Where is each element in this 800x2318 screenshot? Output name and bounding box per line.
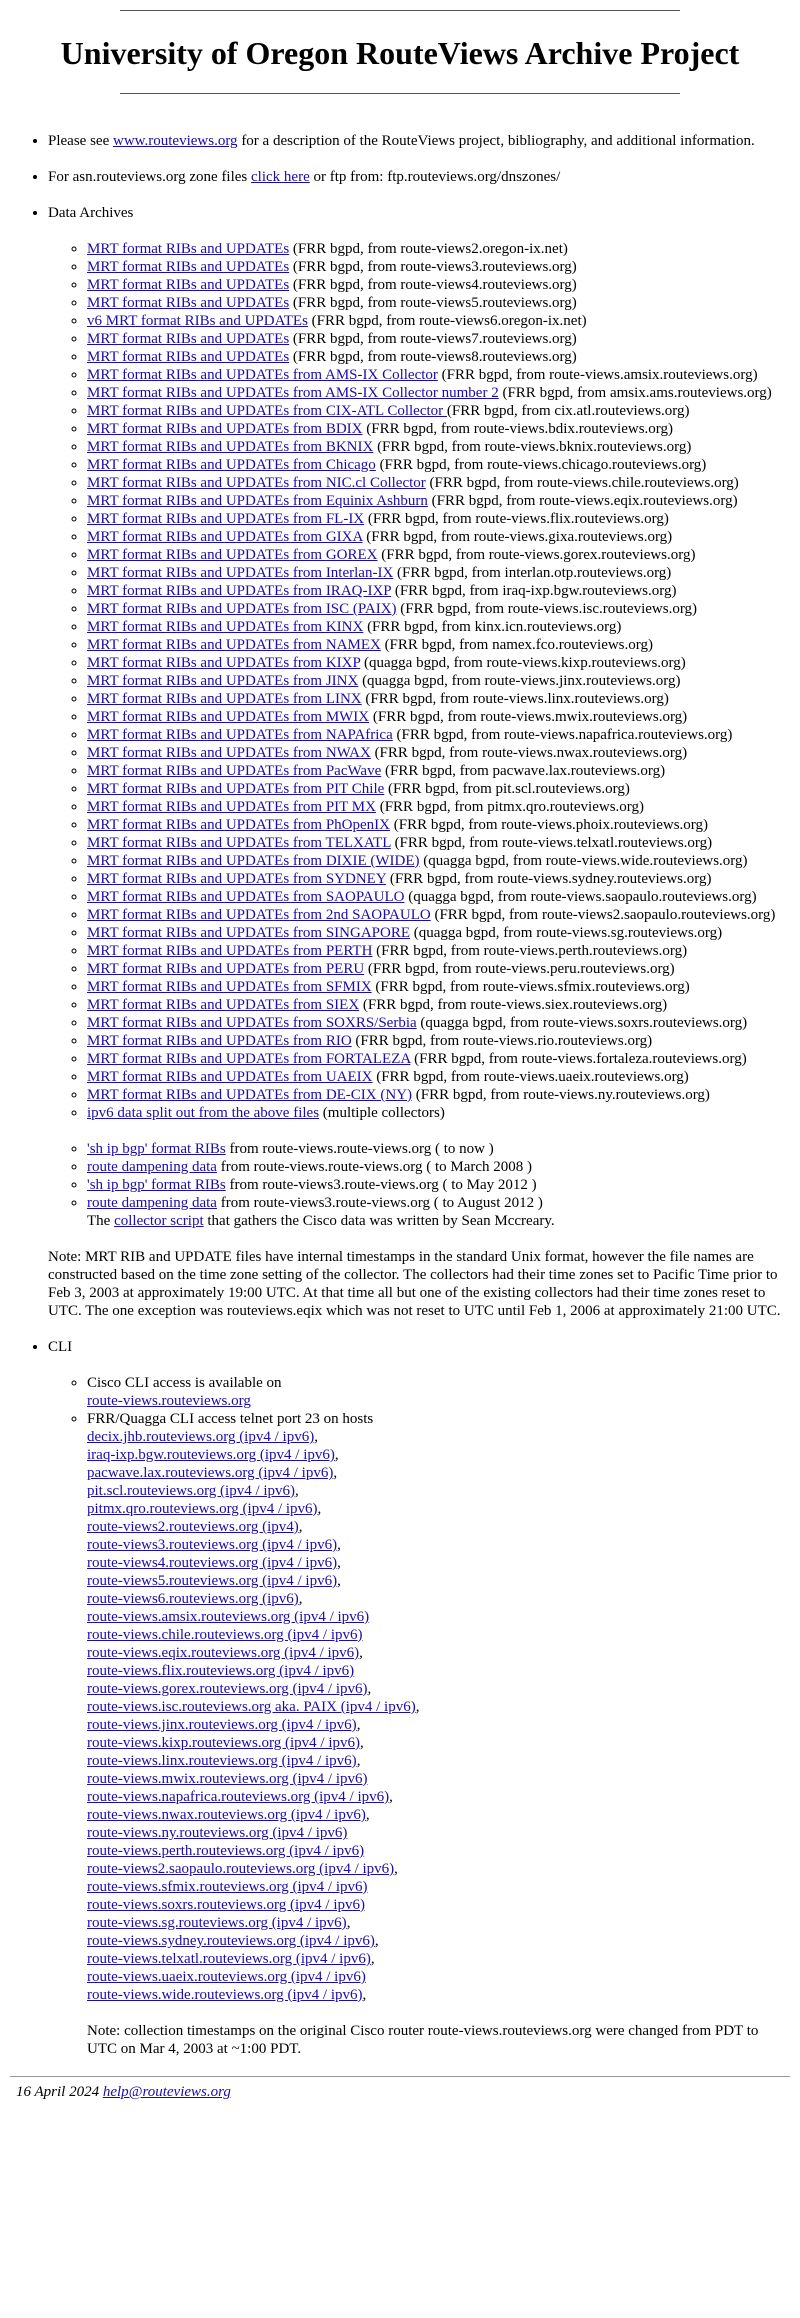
archive-item-link[interactable]: MRT format RIBs and UPDATEs from LINX <box>87 691 362 707</box>
cli-host-link[interactable]: route-views.perth.routeviews.org (ipv4 / ipv6) <box>87 1843 365 1859</box>
cli-host <box>87 1824 790 1842</box>
archive-item-desc: (quagga bgpd, from route-views.saopaulo.routeviews.org) <box>404 889 757 905</box>
cli-host <box>87 1752 790 1770</box>
archive-item <box>87 996 790 1014</box>
archive-item-link[interactable]: MRT format RIBs and UPDATEs from Chicago <box>87 457 376 473</box>
cli-host <box>87 1428 790 1446</box>
data-archives-heading: Data Archives <box>48 205 134 221</box>
page <box>0 10 800 2101</box>
archive-item <box>87 780 790 798</box>
archive-item-desc: (FRR bgpd, from pitmx.qro.routeviews.org) <box>375 799 645 815</box>
cli-host-sep: , <box>356 1717 361 1733</box>
intro-item-see <box>48 132 790 150</box>
archive-item-link[interactable]: MRT format RIBs and UPDATEs from BDIX <box>87 421 363 437</box>
cli-host-link[interactable]: route-views.isc.routeviews.org aka. PAIX (ipv4 / ipv6) <box>87 1699 416 1715</box>
cli-host-link[interactable]: iraq-ixp.bgw.routeviews.org (ipv4 / ipv6) <box>87 1447 335 1463</box>
archive-item-desc: (FRR bgpd, from route-views.isc.routeviews.org) <box>396 601 698 617</box>
archive-item-link[interactable]: MRT format RIBs and UPDATEs from SYDNEY <box>87 871 387 887</box>
intro-see-suffix: for a description of the RouteViews project, bibliography, and additional information. <box>237 133 755 149</box>
cisco-cli-host-link[interactable]: route-views.routeviews.org <box>87 1393 251 1409</box>
frr-cli-item <box>87 1410 790 2004</box>
archive-item <box>87 600 790 618</box>
archive-item-link[interactable]: MRT format RIBs and UPDATEs from UAEIX <box>87 1069 373 1085</box>
archive-item-link[interactable]: MRT format RIBs and UPDATEs from JINX <box>87 673 359 689</box>
cli-host <box>87 1554 790 1572</box>
archive-item-desc: (FRR bgpd, from route-views.nwax.routeviews.org) <box>370 745 688 761</box>
archive-item-desc: (quagga bgpd, from route-views.wide.routeviews.org) <box>419 853 748 869</box>
cli-host <box>87 1788 790 1806</box>
archives-list <box>48 240 790 1122</box>
archive-item-desc: (FRR bgpd, from route-views.chicago.routeviews.org) <box>375 457 707 473</box>
archive-item-desc: (FRR bgpd, from route-views.uaeix.routeviews.org) <box>372 1069 689 1085</box>
collector-script-link[interactable]: collector script <box>114 1213 204 1229</box>
intro-see-prefix: Please see <box>48 133 113 149</box>
cli-heading: CLI <box>48 1339 73 1355</box>
archive-item-desc: (FRR bgpd, from route-views8.routeviews.org) <box>289 349 577 365</box>
archive-item-desc: (FRR bgpd, from route-views7.routeviews.org) <box>289 331 577 347</box>
cli-host <box>87 1698 790 1716</box>
legacy-item-desc: from route-views.route-views.org ( to March 2008 ) <box>216 1159 533 1175</box>
legacy-list <box>48 1140 790 1212</box>
zone-files-link[interactable]: click here <box>251 169 310 185</box>
cli-host <box>87 1536 790 1554</box>
archive-item-desc: (FRR bgpd, from route-views.ny.routeviews.org) <box>412 1087 710 1103</box>
archive-item-desc: (multiple collectors) <box>319 1105 445 1121</box>
cli-host-link[interactable]: route-views5.routeviews.org (ipv4 / ipv6) <box>87 1573 338 1589</box>
footer-date: 16 April 2024 <box>16 2084 103 2100</box>
archive-item-link[interactable]: MRT format RIBs and UPDATEs from RIO <box>87 1033 352 1049</box>
cli-host-link[interactable]: route-views2.routeviews.org (ipv4) <box>87 1519 299 1535</box>
cli-host-sep: , <box>394 1861 398 1877</box>
archive-item-desc: (FRR bgpd, from route-views.flix.routeviews.org) <box>364 511 669 527</box>
cli-host-link[interactable]: pit.scl.routeviews.org (ipv4 / ipv6) <box>87 1483 296 1499</box>
archive-item-link[interactable]: MRT format RIBs and UPDATEs from MWIX <box>87 709 370 725</box>
cli-host-sep: , <box>337 1555 341 1571</box>
archive-item <box>87 852 790 870</box>
archive-item <box>87 1104 790 1122</box>
cli-host <box>87 1590 790 1608</box>
cli-host <box>87 1500 790 1518</box>
cli-host <box>87 1662 790 1680</box>
archive-item-link[interactable]: MRT format RIBs and UPDATEs from Equinix Ashburn <box>87 493 428 509</box>
archive-item-link[interactable]: MRT format RIBs and UPDATEs from SIEX <box>87 997 360 1013</box>
archive-item-desc: (FRR bgpd, from route-views.chile.routeviews.org) <box>425 475 739 491</box>
cli-host <box>87 1482 790 1500</box>
archive-item <box>87 546 790 564</box>
timestamp-note: Note: MRT RIB and UPDATE files have internal timestamps in the standard Unix format, however the file names are constructed based on the time zone setting of the collector. The collectors had their time zones set to Pacific Time prior to Feb 3, 2003 at approximately 19:00 UTC. At that time all but one of the existing collectors had their time zones reset to UTC. The one exception was routeviews.eqix which was not reset to UTC until Feb 1, 2006 at approximately 21:00 UTC. <box>48 1249 781 1319</box>
archive-item <box>87 294 790 312</box>
archive-item-desc: (FRR bgpd, from route-views.phoix.routeviews.org) <box>389 817 709 833</box>
cli-host-link[interactable]: route-views.sfmix.routeviews.org (ipv4 / ipv6) <box>87 1879 368 1895</box>
archive-item-desc: (FRR bgpd, from route-views.perth.routeviews.org) <box>372 943 688 959</box>
cli-host-link[interactable]: route-views.amsix.routeviews.org (ipv4 / ipv6) <box>87 1609 370 1625</box>
cli-host-link[interactable]: route-views.kixp.routeviews.org (ipv4 / ipv6) <box>87 1735 361 1751</box>
data-archives-section <box>48 204 790 1320</box>
archive-item-link[interactable]: MRT format RIBs and UPDATEs from PIT Chile <box>87 781 385 797</box>
footer-divider <box>10 2076 790 2077</box>
cli-host-link[interactable]: route-views.napafrica.routeviews.org (ipv4 / ipv6) <box>87 1789 390 1805</box>
cli-host-link[interactable]: route-views2.saopaulo.routeviews.org (ipv4 / ipv6) <box>87 1861 395 1877</box>
archive-item-link[interactable]: MRT format RIBs and UPDATEs from NWAX <box>87 745 371 761</box>
archive-item-link[interactable]: MRT format RIBs and UPDATEs from TELXATL <box>87 835 391 851</box>
archive-item-link[interactable]: MRT format RIBs and UPDATEs from ISC (PAIX) <box>87 601 397 617</box>
legacy-item-desc: from route-views.route-views.org ( to now ) <box>225 1141 494 1157</box>
archive-item-link[interactable]: MRT format RIBs and UPDATEs from SOXRS/Serbia <box>87 1015 417 1031</box>
archive-item <box>87 438 790 456</box>
archive-item <box>87 564 790 582</box>
archive-item-desc: (FRR bgpd, from pit.scl.routeviews.org) <box>384 781 630 797</box>
archive-item-link[interactable]: MRT format RIBs and UPDATEs from SINGAPORE <box>87 925 410 941</box>
archive-item-desc: (FRR bgpd, from route-views.rio.routeviews.org) <box>351 1033 653 1049</box>
archive-item-desc: (FRR bgpd, from route-views.gorex.routeviews.org) <box>377 547 696 563</box>
cli-host <box>87 1572 790 1590</box>
cli-host-link[interactable]: route-views.mwix.routeviews.org (ipv4 / ipv6) <box>87 1771 368 1787</box>
collector-script-prefix: The <box>87 1213 115 1229</box>
cli-host-sep: , <box>295 1483 299 1499</box>
archive-item <box>87 582 790 600</box>
cli-host-sep: , <box>415 1699 420 1715</box>
legacy-item-link[interactable]: route dampening data <box>87 1159 217 1175</box>
cli-host <box>87 1626 790 1644</box>
cli-host-link[interactable]: pitmx.qro.routeviews.org (ipv4 / ipv6) <box>87 1501 318 1517</box>
cli-host-link[interactable]: route-views.eqix.routeviews.org (ipv4 / ipv6) <box>87 1645 360 1661</box>
archive-item-link[interactable]: v6 MRT format RIBs and UPDATEs <box>87 313 308 329</box>
archive-item-desc: (FRR bgpd, from interlan.otp.routeviews.org) <box>393 565 672 581</box>
cli-host <box>87 1518 790 1536</box>
archive-item <box>87 618 790 636</box>
cli-host-link[interactable]: route-views.ny.routeviews.org (ipv4 / ipv6) <box>87 1825 348 1841</box>
cli-host-sep: , <box>370 1951 375 1967</box>
intro-item-asn <box>48 168 790 186</box>
cli-host-sep: , <box>356 1753 361 1769</box>
archive-item-desc: (FRR bgpd, from iraq-ixp.bgw.routeviews.org) <box>391 583 677 599</box>
collector-script-suffix: that gathers the Cisco data was written by Sean Mccreary. <box>203 1213 555 1229</box>
archive-item-link[interactable]: MRT format RIBs and UPDATEs from BKNIX <box>87 439 374 455</box>
archive-item <box>87 348 790 366</box>
cli-host <box>87 1446 790 1464</box>
cli-host-sep: , <box>346 1915 351 1931</box>
archive-item-desc: (FRR bgpd, from route-views.linx.routeviews.org) <box>361 691 669 707</box>
cli-host-sep: , <box>334 1447 339 1463</box>
archive-item-link[interactable]: MRT format RIBs and UPDATEs from SAOPAULO <box>87 889 405 905</box>
archive-item-link[interactable]: MRT format RIBs and UPDATEs from AMS-IX Collector number 2 <box>87 385 499 401</box>
cli-host <box>87 1878 790 1896</box>
archive-item-link[interactable]: MRT format RIBs and UPDATEs from AMS-IX Collector <box>87 367 438 383</box>
archive-item <box>87 1032 790 1050</box>
archive-item-link[interactable]: MRT format RIBs and UPDATEs from KIXP <box>87 655 361 671</box>
archive-item-desc: (FRR bgpd, from route-views.siex.routeviews.org) <box>359 997 668 1013</box>
cli-host-sep: , <box>365 1807 370 1823</box>
cli-host-link[interactable]: route-views.chile.routeviews.org (ipv4 / ipv6) <box>87 1627 363 1643</box>
archive-item <box>87 672 790 690</box>
archive-item-link[interactable]: MRT format RIBs and UPDATEs from SFMIX <box>87 979 372 995</box>
cli-host-sep: , <box>337 1573 341 1589</box>
archive-item <box>87 888 790 906</box>
archive-item-link[interactable]: MRT format RIBs and UPDATEs from KINX <box>87 619 364 635</box>
archive-item <box>87 312 790 330</box>
cli-host-link[interactable]: route-views6.routeviews.org (ipv6) <box>87 1591 299 1607</box>
archive-item-desc: (FRR bgpd, from route-views.bknix.routeviews.org) <box>373 439 692 455</box>
archive-item <box>87 978 790 996</box>
cli-host <box>87 1932 790 1950</box>
archive-item <box>87 528 790 546</box>
frr-hosts-list <box>87 1428 790 2004</box>
routeviews-link[interactable]: www.routeviews.org <box>112 133 238 149</box>
archive-item-desc: (FRR bgpd, from kinx.icn.routeviews.org) <box>363 619 622 635</box>
archive-item-link[interactable]: MRT format RIBs and UPDATEs from FORTALEZA <box>87 1051 411 1067</box>
archive-item <box>87 762 790 780</box>
cli-host <box>87 1806 790 1824</box>
archive-item <box>87 1014 790 1032</box>
archive-item <box>87 420 790 438</box>
cli-host-sep: , <box>314 1429 318 1445</box>
legacy-item <box>87 1140 790 1158</box>
cli-host-sep: , <box>298 1591 303 1607</box>
archive-item-link[interactable]: MRT format RIBs and UPDATEs from NIC.cl Collector <box>87 475 426 491</box>
archive-item-link[interactable]: MRT format RIBs and UPDATEs <box>87 259 290 275</box>
archive-item-link[interactable]: MRT format RIBs and UPDATEs <box>87 295 290 311</box>
intro-asn-prefix: For asn.routeviews.org zone files <box>48 169 252 185</box>
archive-item-link[interactable]: MRT format RIBs and UPDATEs from PERU <box>87 961 365 977</box>
frr-cli-text: FRR/Quagga CLI access telnet port 23 on hosts <box>87 1411 374 1427</box>
legacy-item-link[interactable]: 'sh ip bgp' format RIBs <box>87 1177 226 1193</box>
archive-item <box>87 960 790 978</box>
archive-item-desc: (FRR bgpd, from pacwave.lax.routeviews.org) <box>381 763 666 779</box>
archive-item <box>87 690 790 708</box>
archive-item <box>87 708 790 726</box>
archive-item <box>87 492 790 510</box>
archive-item-link[interactable]: MRT format RIBs and UPDATEs from GIXA <box>87 529 363 545</box>
cli-host-link[interactable]: pacwave.lax.routeviews.org (ipv4 / ipv6) <box>87 1465 334 1481</box>
archive-item <box>87 366 790 384</box>
archive-item-link[interactable]: MRT format RIBs and UPDATEs <box>87 241 290 257</box>
archive-item-desc: (FRR bgpd, from route-views4.routeviews.org) <box>289 277 577 293</box>
archive-item-desc: (FRR bgpd, from route-views2.saopaulo.routeviews.org) <box>430 907 776 923</box>
archive-item-link[interactable]: MRT format RIBs and UPDATEs from PERTH <box>87 943 373 959</box>
cli-host-sep: , <box>374 1933 379 1949</box>
cli-host-link[interactable]: route-views.uaeix.routeviews.org (ipv4 / ipv6) <box>87 1969 366 1985</box>
archive-item-link[interactable]: MRT format RIBs and UPDATEs from PhOpenIX <box>87 817 390 833</box>
archive-item <box>87 744 790 762</box>
archive-item <box>87 258 790 276</box>
cli-list <box>48 1374 790 2004</box>
archive-item-desc: (quagga bgpd, from route-views.soxrs.routeviews.org) <box>416 1015 748 1031</box>
archive-item-desc: (FRR bgpd, from route-views.eqix.routeviews.org) <box>427 493 738 509</box>
cli-host-link[interactable]: route-views.sydney.routeviews.org (ipv4 / ipv6) <box>87 1933 375 1949</box>
archive-item-desc: (FRR bgpd, from route-views6.oregon-ix.net) <box>307 313 587 329</box>
cli-host-link[interactable]: route-views.telxatl.routeviews.org (ipv4 / ipv6) <box>87 1951 371 1967</box>
legacy-item-link[interactable]: route dampening data <box>87 1195 217 1211</box>
legacy-item <box>87 1176 790 1194</box>
archive-item-link[interactable]: MRT format RIBs and UPDATEs from DE-CIX (NY) <box>87 1087 413 1103</box>
cli-host <box>87 1986 790 2004</box>
archive-item-link[interactable]: MRT format RIBs and UPDATEs from CIX-ATL Collector <box>87 403 447 419</box>
legacy-item-desc: from route-views3.route-views.org ( to May 2012 ) <box>225 1177 537 1193</box>
cli-host-link[interactable]: route-views.wide.routeviews.org (ipv4 / ipv6) <box>87 1987 363 2003</box>
cli-host <box>87 1770 790 1788</box>
archive-item-desc: (FRR bgpd, from amsix.ams.routeviews.org) <box>498 385 772 401</box>
archive-item-desc: (FRR bgpd, from route-views3.routeviews.org) <box>289 259 577 275</box>
archive-item <box>87 402 790 420</box>
cisco-cli-item <box>87 1374 790 1410</box>
cli-host <box>87 1716 790 1734</box>
archive-item <box>87 474 790 492</box>
cli-host-link[interactable]: route-views.nwax.routeviews.org (ipv4 / ipv6) <box>87 1807 366 1823</box>
archive-item <box>87 654 790 672</box>
archive-item <box>87 456 790 474</box>
legacy-item <box>87 1158 790 1176</box>
legacy-item-desc: from route-views3.route-views.org ( to August 2012 ) <box>216 1195 543 1211</box>
archive-item-link[interactable]: MRT format RIBs and UPDATEs from PacWave <box>87 763 382 779</box>
archive-item-link[interactable]: MRT format RIBs and UPDATEs from NAPAfrica <box>87 727 393 743</box>
archive-item <box>87 276 790 294</box>
cli-note: Note: collection timestamps on the original Cisco router route-views.routeviews.org were changed from PDT to UTC on Mar 4, 2003 at ~1:00 PDT. <box>87 2023 759 2057</box>
archive-item-link[interactable]: MRT format RIBs and UPDATEs from FL-IX <box>87 511 365 527</box>
archive-item <box>87 510 790 528</box>
archive-item <box>87 816 790 834</box>
archive-item <box>87 1068 790 1086</box>
archive-item <box>87 1086 790 1104</box>
archive-item-desc: (FRR bgpd, from route-views.gixa.routeviews.org) <box>362 529 673 545</box>
title-divider <box>120 93 680 94</box>
cli-host-sep: , <box>389 1789 393 1805</box>
cli-host-sep: , <box>367 1681 372 1697</box>
archive-item-link[interactable]: MRT format RIBs and UPDATEs <box>87 277 290 293</box>
cli-host <box>87 1968 790 1986</box>
archive-item-desc: (FRR bgpd, from route-views.amsix.routeviews.org) <box>437 367 758 383</box>
archive-item-desc: (FRR bgpd, from route-views.sfmix.routeviews.org) <box>371 979 690 995</box>
archive-item-link[interactable]: MRT format RIBs and UPDATEs from 2nd SAOPAULO <box>87 907 431 923</box>
archive-item-desc: (FRR bgpd, from cix.atl.routeviews.org) <box>446 403 690 419</box>
archive-item <box>87 726 790 744</box>
cli-host-link[interactable]: route-views.linx.routeviews.org (ipv4 / ipv6) <box>87 1753 357 1769</box>
cli-host-sep: , <box>317 1501 322 1517</box>
legacy-item <box>87 1194 790 1212</box>
archive-item-desc: (FRR bgpd, from route-views.bdix.routeviews.org) <box>362 421 674 437</box>
archive-item <box>87 798 790 816</box>
main-list <box>10 132 790 2058</box>
cli-host-sep: , <box>337 1537 341 1553</box>
archive-item <box>87 384 790 402</box>
cli-host <box>87 1950 790 1968</box>
cli-host-sep: , <box>360 1735 364 1751</box>
cli-host <box>87 1842 790 1860</box>
archive-item-link[interactable]: MRT format RIBs and UPDATEs from NAMEX <box>87 637 381 653</box>
cli-host <box>87 1896 790 1914</box>
archive-item-desc: (FRR bgpd, from route-views2.oregon-ix.net) <box>289 241 568 257</box>
intro-asn-suffix: or ftp from: ftp.routeviews.org/dnszones/ <box>309 169 561 185</box>
cli-host <box>87 1464 790 1482</box>
archive-item-desc: (FRR bgpd, from route-views5.routeviews.org) <box>289 295 577 311</box>
cli-host-link[interactable]: route-views.sg.routeviews.org (ipv4 / ipv6) <box>87 1915 347 1931</box>
archive-item-link[interactable]: MRT format RIBs and UPDATEs from IRAQ-IXP <box>87 583 392 599</box>
archive-item-desc: (FRR bgpd, from namex.fco.routeviews.org) <box>380 637 653 653</box>
cli-host-link[interactable]: decix.jhb.routeviews.org (ipv4 / ipv6) <box>87 1429 315 1445</box>
archive-item-link[interactable]: MRT format RIBs and UPDATEs <box>87 349 290 365</box>
archive-item-desc: (FRR bgpd, from route-views.telxatl.routeviews.org) <box>390 835 713 851</box>
cli-host <box>87 1860 790 1878</box>
cli-host <box>87 1680 790 1698</box>
archive-item-link[interactable]: ipv6 data split out from the above files <box>87 1105 320 1121</box>
archive-item <box>87 1050 790 1068</box>
cli-host-link[interactable]: route-views.gorex.routeviews.org (ipv4 / ipv6) <box>87 1681 368 1697</box>
archive-item-desc: (quagga bgpd, from route-views.jinx.routeviews.org) <box>358 673 681 689</box>
archive-item-link[interactable]: MRT format RIBs and UPDATEs from GOREX <box>87 547 378 563</box>
cli-host-link[interactable]: route-views3.routeviews.org (ipv4 / ipv6) <box>87 1537 338 1553</box>
cli-section <box>48 1338 790 2058</box>
cli-host <box>87 1734 790 1752</box>
archive-item <box>87 870 790 888</box>
cli-host-link[interactable]: route-views.flix.routeviews.org (ipv4 / ipv6) <box>87 1663 355 1679</box>
archive-item-desc: (FRR bgpd, from route-views.mwix.routeviews.org) <box>369 709 688 725</box>
archive-item-desc: (FRR bgpd, from route-views.peru.routeviews.org) <box>364 961 675 977</box>
cli-host-link[interactable]: route-views.jinx.routeviews.org (ipv4 / ipv6) <box>87 1717 357 1733</box>
archive-item <box>87 834 790 852</box>
cli-host-sep: , <box>359 1645 363 1661</box>
legacy-item-link[interactable]: 'sh ip bgp' format RIBs <box>87 1141 226 1157</box>
archive-item-link[interactable]: MRT format RIBs and UPDATEs from DIXIE (WIDE) <box>87 853 420 869</box>
archive-item-desc: (FRR bgpd, from route-views.napafrica.routeviews.org) <box>392 727 733 743</box>
cli-host-link[interactable]: route-views.soxrs.routeviews.org (ipv4 / ipv6) <box>87 1897 366 1913</box>
cli-host-link[interactable]: route-views4.routeviews.org (ipv4 / ipv6) <box>87 1555 338 1571</box>
page-title: University of Oregon RouteViews Archive Project <box>60 35 740 71</box>
archive-item-desc: (quagga bgpd, from route-views.kixp.routeviews.org) <box>360 655 686 671</box>
top-divider <box>120 10 680 11</box>
archive-item <box>87 240 790 258</box>
footer <box>10 2083 790 2101</box>
cli-host-sep: , <box>333 1465 338 1481</box>
archive-item-desc: (FRR bgpd, from route-views.sydney.routeviews.org) <box>386 871 712 887</box>
cli-host <box>87 1644 790 1662</box>
collector-script-line <box>48 1212 790 1230</box>
archive-item <box>87 330 790 348</box>
archive-item-desc: (FRR bgpd, from route-views.fortaleza.routeviews.org) <box>410 1051 747 1067</box>
cli-host-sep: , <box>298 1519 303 1535</box>
cli-host <box>87 1914 790 1932</box>
archive-item-link[interactable]: MRT format RIBs and UPDATEs from PIT MX <box>87 799 376 815</box>
archive-item <box>87 942 790 960</box>
cli-host <box>87 1608 790 1626</box>
cli-host-sep: , <box>362 1987 367 2003</box>
help-email-link[interactable]: help@routeviews.org <box>102 2084 231 2100</box>
archive-item <box>87 906 790 924</box>
archive-item-desc: (quagga bgpd, from route-views.sg.routeviews.org) <box>410 925 723 941</box>
archive-item <box>87 636 790 654</box>
archive-item-link[interactable]: MRT format RIBs and UPDATEs from Interlan-IX <box>87 565 394 581</box>
archive-item-link[interactable]: MRT format RIBs and UPDATEs <box>87 331 290 347</box>
archive-item <box>87 924 790 942</box>
cisco-cli-text: Cisco CLI access is available on <box>87 1375 282 1391</box>
